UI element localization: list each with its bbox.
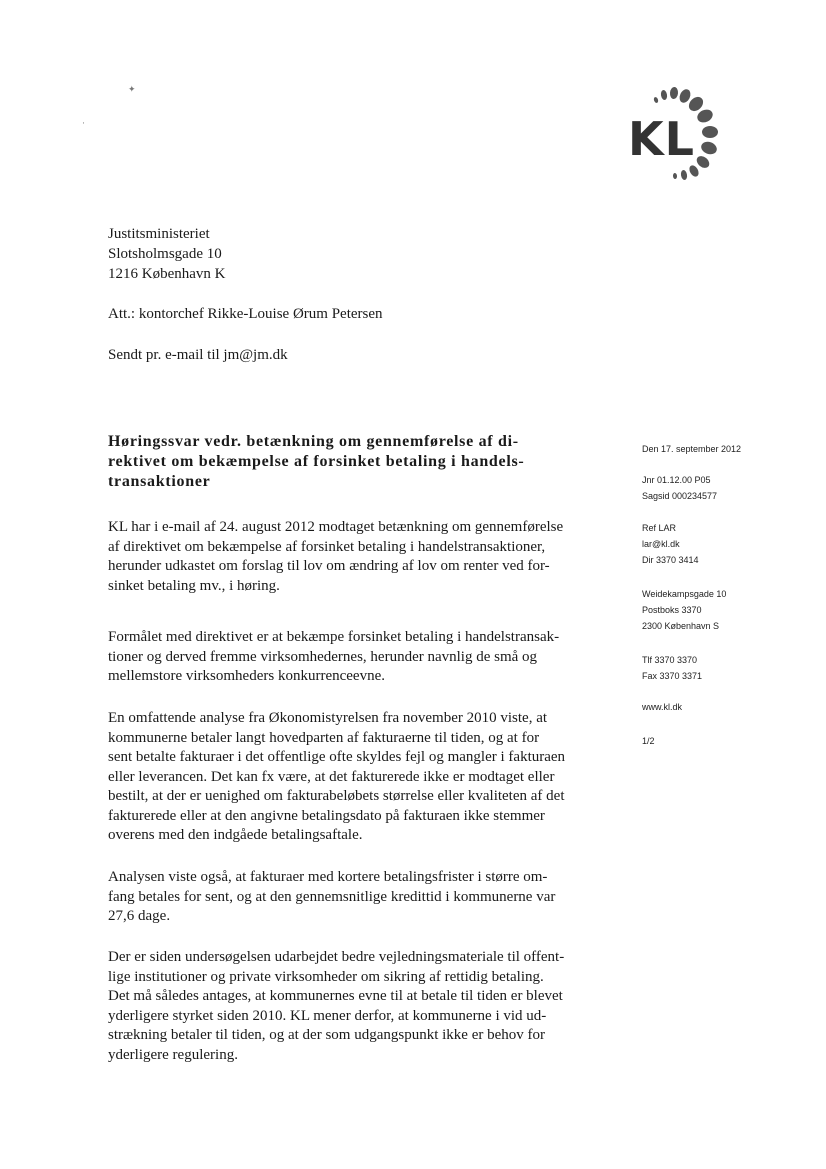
paragraph-line: Der er siden undersøgelsen udarbejdet bedre vejledningsmateriale til offent- bbox=[108, 949, 565, 965]
title-line: rektivet om bekæmpelse af forsinket betaling i handels- bbox=[108, 453, 525, 470]
sidebar-email: lar@kl.dk bbox=[642, 539, 680, 549]
sidebar-jnr: Jnr 01.12.00 P05 bbox=[642, 475, 711, 485]
sidebar-sagsid: Sagsid 000234577 bbox=[642, 491, 718, 501]
sidebar-phone-block bbox=[642, 652, 702, 684]
recipient-line: Justitsministeriet bbox=[108, 226, 210, 242]
sent-via-line: Sendt pr. e-mail til jm@jm.dk bbox=[108, 347, 288, 363]
sidebar-page-number: 1/2 bbox=[642, 736, 655, 746]
title-line: Høringssvar vedr. betænkning om gennemførelse af di- bbox=[108, 433, 519, 450]
paragraph-line: overens med den indgåede betalingsaftale. bbox=[108, 827, 363, 843]
recipient-line: Slotsholmsgade 10 bbox=[108, 246, 222, 262]
paragraph-line: kommunerne betaler langt hovedparten af fakturaerne til tiden, og at for bbox=[108, 729, 540, 746]
paragraph-line: sinket betaling mv., i høring. bbox=[108, 577, 280, 594]
kl-logo bbox=[618, 80, 738, 190]
body-paragraph bbox=[108, 868, 608, 927]
sidebar-address-block bbox=[642, 586, 726, 634]
paragraph-line: yderligere styrket siden 2010. KL mener derfor, at kommunerne i vid ud- bbox=[108, 1007, 547, 1024]
paragraph-line: fang betales for sent, og at den gennemsnitlige kredittid i kommunerne var bbox=[108, 888, 556, 905]
paragraph-line: yderligere regulering. bbox=[108, 1046, 238, 1063]
paragraph-line: herunder udkastet om forslag til lov om ændring af lov om renter ved for- bbox=[108, 558, 550, 574]
paragraph-line: KL har i e-mail af 24. august 2012 modtaget betænkning om gennemførelse bbox=[108, 519, 564, 535]
body-paragraph bbox=[108, 948, 608, 1065]
attention-line: Att.: kontorchef Rikke-Louise Ørum Petersen bbox=[108, 306, 383, 322]
sidebar-postbox: Postboks 3370 bbox=[642, 605, 702, 615]
sidebar-city: 2300 København S bbox=[642, 621, 720, 631]
sidebar-web: www.kl.dk bbox=[642, 702, 683, 712]
paragraph-line: eller leverancen. Det kan fx være, at det fakturerede ikke er modtaget eller bbox=[108, 768, 555, 785]
sidebar-date: Den 17. september 2012 bbox=[642, 444, 742, 454]
paragraph-line: bestilt, at der er uenighed om fakturabeløbets størrelse eller kvaliteten af det bbox=[108, 788, 565, 804]
scan-speck: ✦ bbox=[128, 84, 136, 94]
sidebar-case-block bbox=[642, 472, 717, 504]
sidebar-ref: Ref LAR bbox=[642, 523, 677, 533]
paragraph-line: Formålet med direktivet er at bekæmpe forsinket betaling i handelstransak- bbox=[108, 629, 560, 645]
scan-speck: · bbox=[82, 118, 85, 128]
sidebar-dir: Dir 3370 3414 bbox=[642, 555, 699, 565]
paragraph-line: En omfattende analyse fra Økonomistyrelsen fra november 2010 viste, at bbox=[108, 710, 548, 726]
paragraph-line: 27,6 dage. bbox=[108, 908, 171, 924]
sidebar-fax: Fax 3370 3371 bbox=[642, 671, 703, 681]
sidebar-street: Weidekampsgade 10 bbox=[642, 589, 727, 599]
kl-logo-text: KL bbox=[628, 112, 695, 166]
paragraph-line: tioner og derved fremme virksomhedernes, herunder navnlig de små og bbox=[108, 648, 538, 665]
body-paragraph bbox=[108, 709, 608, 846]
letter-title bbox=[108, 432, 598, 492]
body-paragraph bbox=[108, 628, 608, 687]
paragraph-line: strækning betaler til tiden, og at der som udgangspunkt ikke er behov for bbox=[108, 1027, 545, 1043]
paragraph-line: fakturerede eller at den angivne betalingsdato på fakturaen ikke stemmer bbox=[108, 807, 545, 824]
paragraph-line: af direktivet om bekæmpelse af forsinket betaling i handelstransaktioner, bbox=[108, 538, 546, 555]
paragraph-line: sent betalte fakturaer i det offentlige ofte skyldes fejl og mangler i fakturaen bbox=[108, 749, 566, 765]
paragraph-line: Analysen viste også, at fakturaer med kortere betalingsfrister i større om- bbox=[108, 869, 548, 885]
recipient-address bbox=[108, 224, 225, 284]
paragraph-line: Det må således antages, at kommunernes evne til at betale til tiden er blevet bbox=[108, 988, 563, 1004]
recipient-line: 1216 København K bbox=[108, 266, 226, 282]
body-paragraph bbox=[108, 518, 608, 596]
title-line: transaktioner bbox=[108, 473, 211, 490]
paragraph-line: mellemstore virksomheders konkurrenceevne. bbox=[108, 668, 385, 684]
sidebar-tlf: Tlf 3370 3370 bbox=[642, 655, 698, 665]
paragraph-line: lige institutioner og private virksomheder om sikring af rettidig betaling. bbox=[108, 968, 544, 985]
sidebar-contact-block bbox=[642, 520, 699, 568]
